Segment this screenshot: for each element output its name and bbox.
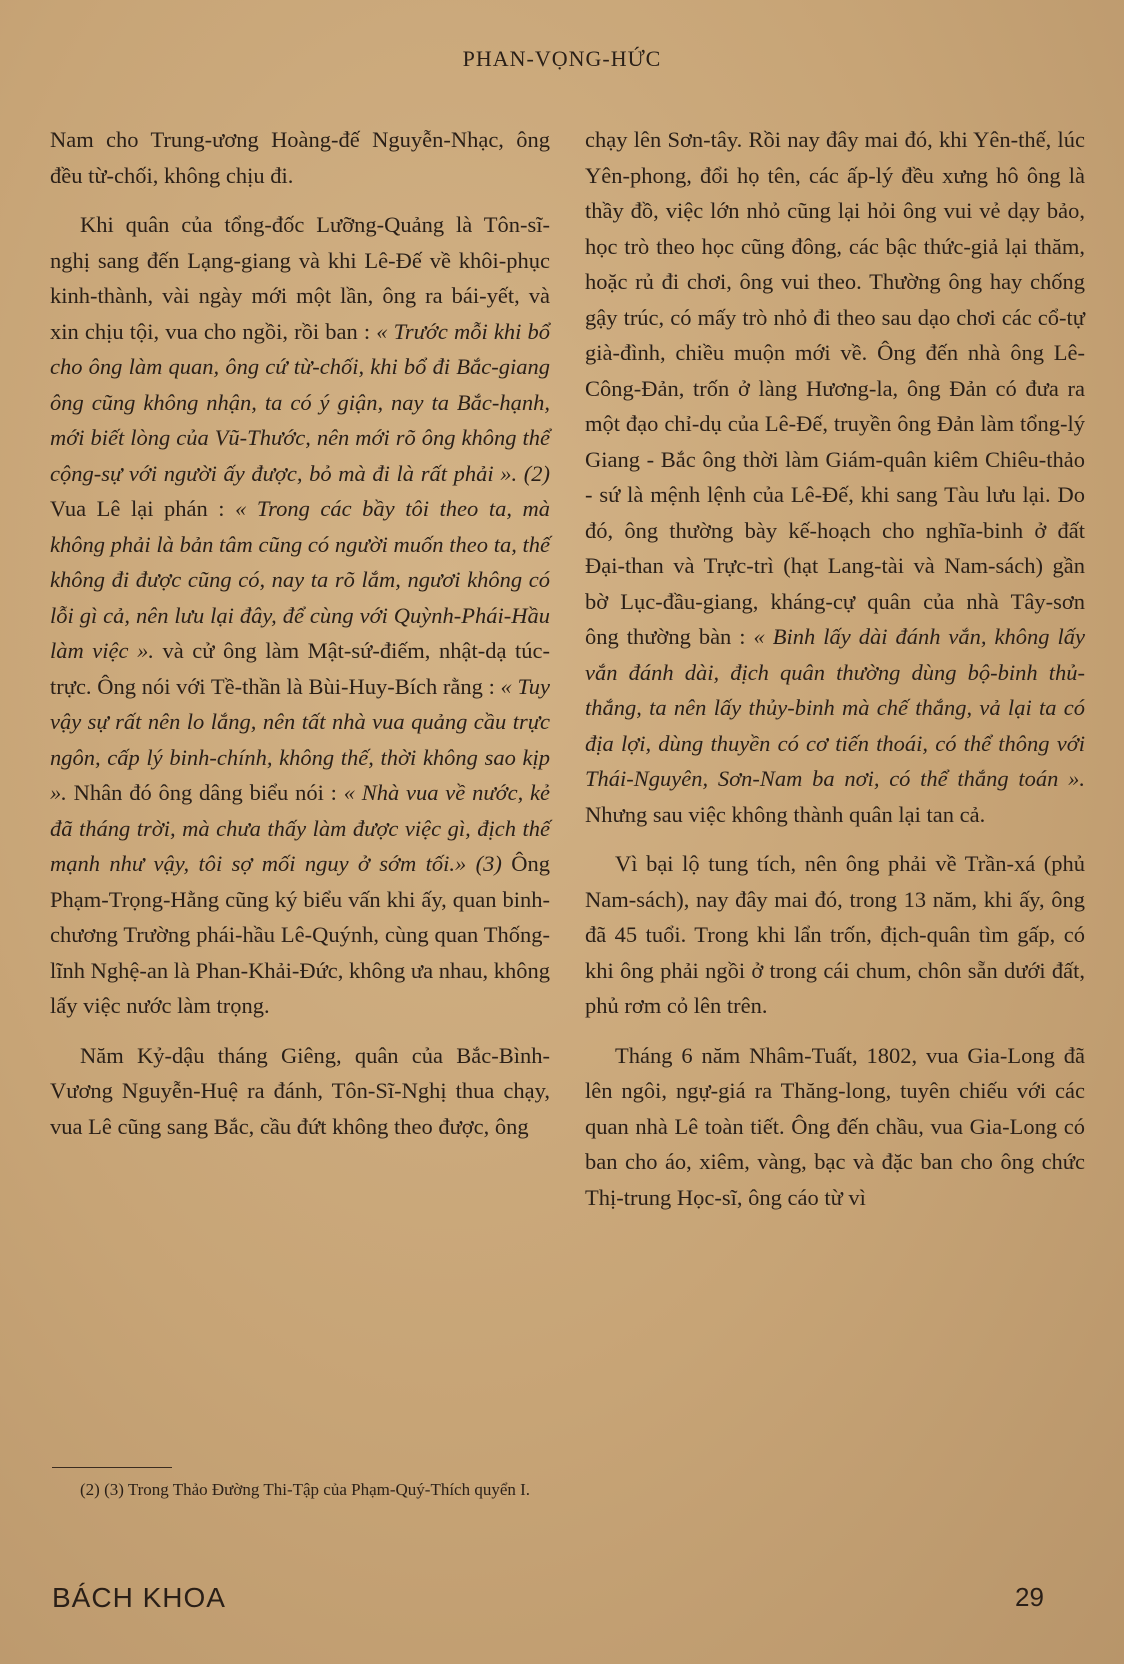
text-run: Ông Phạm-Trọng-Hằng cũng ký biểu vấn khi ấy, quan binh-chương Trường phái-hầu Lê-Quýnh, cùng quan Thống-lĩnh Nghệ-an là Phan-Khải-Đức, không ưa nhau, không lấy việc nước làm trọng.	[50, 851, 551, 1018]
text-run: Khi quân của tổng-đốc Lưỡng-Quảng là Tôn-sĩ-nghị sang đến Lạng-giang và khi Lê-Đế về khôi-phục kinh-thành, vài ngày mới một lần, ông ra bái-yết, và xin chịu tội, vua cho ngồi, rồi ban :	[50, 212, 550, 344]
magazine-name: BÁCH KHOA	[52, 1582, 226, 1613]
quote: « Binh lấy dài đánh vắn, không lấy vắn đánh dài, địch quân thường dùng bộ-binh thủ-thắng, ta nên lấy thủy-binh mà chế thắng, vả lại ta có địa lợi, dùng thuyền có cơ tiến thoái, có thể thông với Thái-Nguyên, Sơn-Nam ba nơi, có thể thắng toán ».	[585, 624, 1085, 791]
text-run: chạy lên Sơn-tây. Rồi nay đây mai đó, khi Yên-thế, lúc Yên-phong, đổi họ tên, các ấp-lý đều xưng hô ông là thầy đồ, việc lớn nhỏ cũng lại hỏi ông vui vẻ dạy bảo, học trò theo học cũng đông, các bậc thức-giả lại thăm, hoặc rủ đi chơi, ông vui theo. Thường ông hay chống gậy trúc, có mấy trò nhỏ đi theo sau dạo chơi các cổ-tự già-đình, chiều muộn mới về. Ông đến nhà ông Lê-Công-Đản, trốn ở làng Hương-la, ông Đản có đưa ra một đạo chỉ-dụ của Lê-Đế, truyền ông Đản làm tổng-lý Giang - Bắc ông thời làm Giám-quân kiêm Chiêu-thảo - sứ là mệnh lệnh của Lê-Đế, khi sang Tàu lưu lại. Do đó, ông thường bày kế-hoạch cho nghĩa-binh ở đất Đại-than và Trực-trì (hạt Lang-tài và Nam-sách) gần bờ Lục-đầu-giang, kháng-cự quân của nhà Tây-sơn ông thường bàn :	[585, 127, 1085, 649]
text-run: Nhân đó ông dâng biểu nói :	[66, 780, 344, 805]
paragraph: Nam cho Trung-ương Hoàng-đế Nguyễn-Nhạc, ông đều từ-chối, không chịu đi.	[50, 127, 550, 188]
text-run: Vua Lê lại phán :	[50, 496, 236, 521]
paragraph	[50, 207, 550, 1024]
quote: « Nhà vua về nước, kẻ đã tháng trời, mà chưa thấy làm được việc gì, địch thế mạnh như vậy, tôi sợ mối nguy ở sớm tối.» (3)	[50, 780, 550, 876]
text-run: và cử ông làm Mật-sứ-điếm, nhật-dạ túc-trực. Ông nói với Tề-thần là Bùi-Huy-Bích rằng :	[50, 638, 550, 699]
paragraph: Vì bại lộ tung tích, nên ông phải về Trần-xá (phủ Nam-sách), nay đây mai đó, trong 13 năm, khi ấy, ông đã 45 tuổi. Trong khi lẩn trốn, địch-quân tìm gấp, có khi ông phải ngồi ở trong cái chum, chôn sẵn dưới đất, phủ rơm cỏ lên trên.	[585, 851, 1085, 1018]
footnote-divider	[52, 1467, 172, 1468]
quote: « Trong các bầy tôi theo ta, mà không phải là bản tâm cũng có người muốn theo ta, thế không đi được cũng có, nay ta rõ lắm, ngươi không có lỗi gì cả, nên lưu lại đây, để cùng với Quỳnh-Phái-Hầu làm việc ».	[50, 496, 550, 663]
text-run: Nhưng sau việc không thành quân lại tan cả.	[585, 801, 986, 827]
left-column	[50, 122, 550, 1158]
page-number: 29	[1015, 1582, 1044, 1612]
paragraph: Tháng 6 năm Nhâm-Tuất, 1802, vua Gia-Long đã lên ngôi, ngự-giá ra Thăng-long, tuyên chiếu với các quan nhà Lê toàn tiết. Ông đến chầu, vua Gia-Long có ban cho áo, xiêm, vàng, bạc và đặc ban cho ông chức Thị-trung Học-sĩ, ông cáo từ vì	[585, 1042, 1085, 1210]
quote: « Trước mỗi khi bổ cho ông làm quan, ông cứ từ-chối, khi bổ đi Bắc-giang ông cũng không nhận, ta có ý giận, nay ta Bắc-hạnh, mới biết lòng của Vũ-Thước, nên mới rõ ông không thể cộng-sự với người ấy được, bỏ mà đi là rất phải ». (2)	[50, 318, 550, 486]
paragraph: Năm Kỷ-dậu tháng Giêng, quân của Bắc-Bình-Vương Nguyễn-Huệ ra đánh, Tôn-Sĩ-Nghị thua chạy, vua Lê cũng sang Bắc, cầu đứt không theo được, ông	[50, 1042, 550, 1139]
paragraph	[585, 122, 1085, 832]
footnote: (2) (3) Trong Thảo Đường Thi-Tập của Phạm-Quý-Thích quyển I.	[80, 1480, 531, 1499]
running-header: PHAN-VỌNG-HỨC	[462, 46, 662, 71]
right-column	[585, 122, 1085, 1229]
quote: « Tuy vậy sự rất nên lo lắng, nên tất nhà vua quảng cầu trực ngôn, cấp lý binh-chính, không thế, thời không sao kịp ».	[50, 673, 550, 805]
